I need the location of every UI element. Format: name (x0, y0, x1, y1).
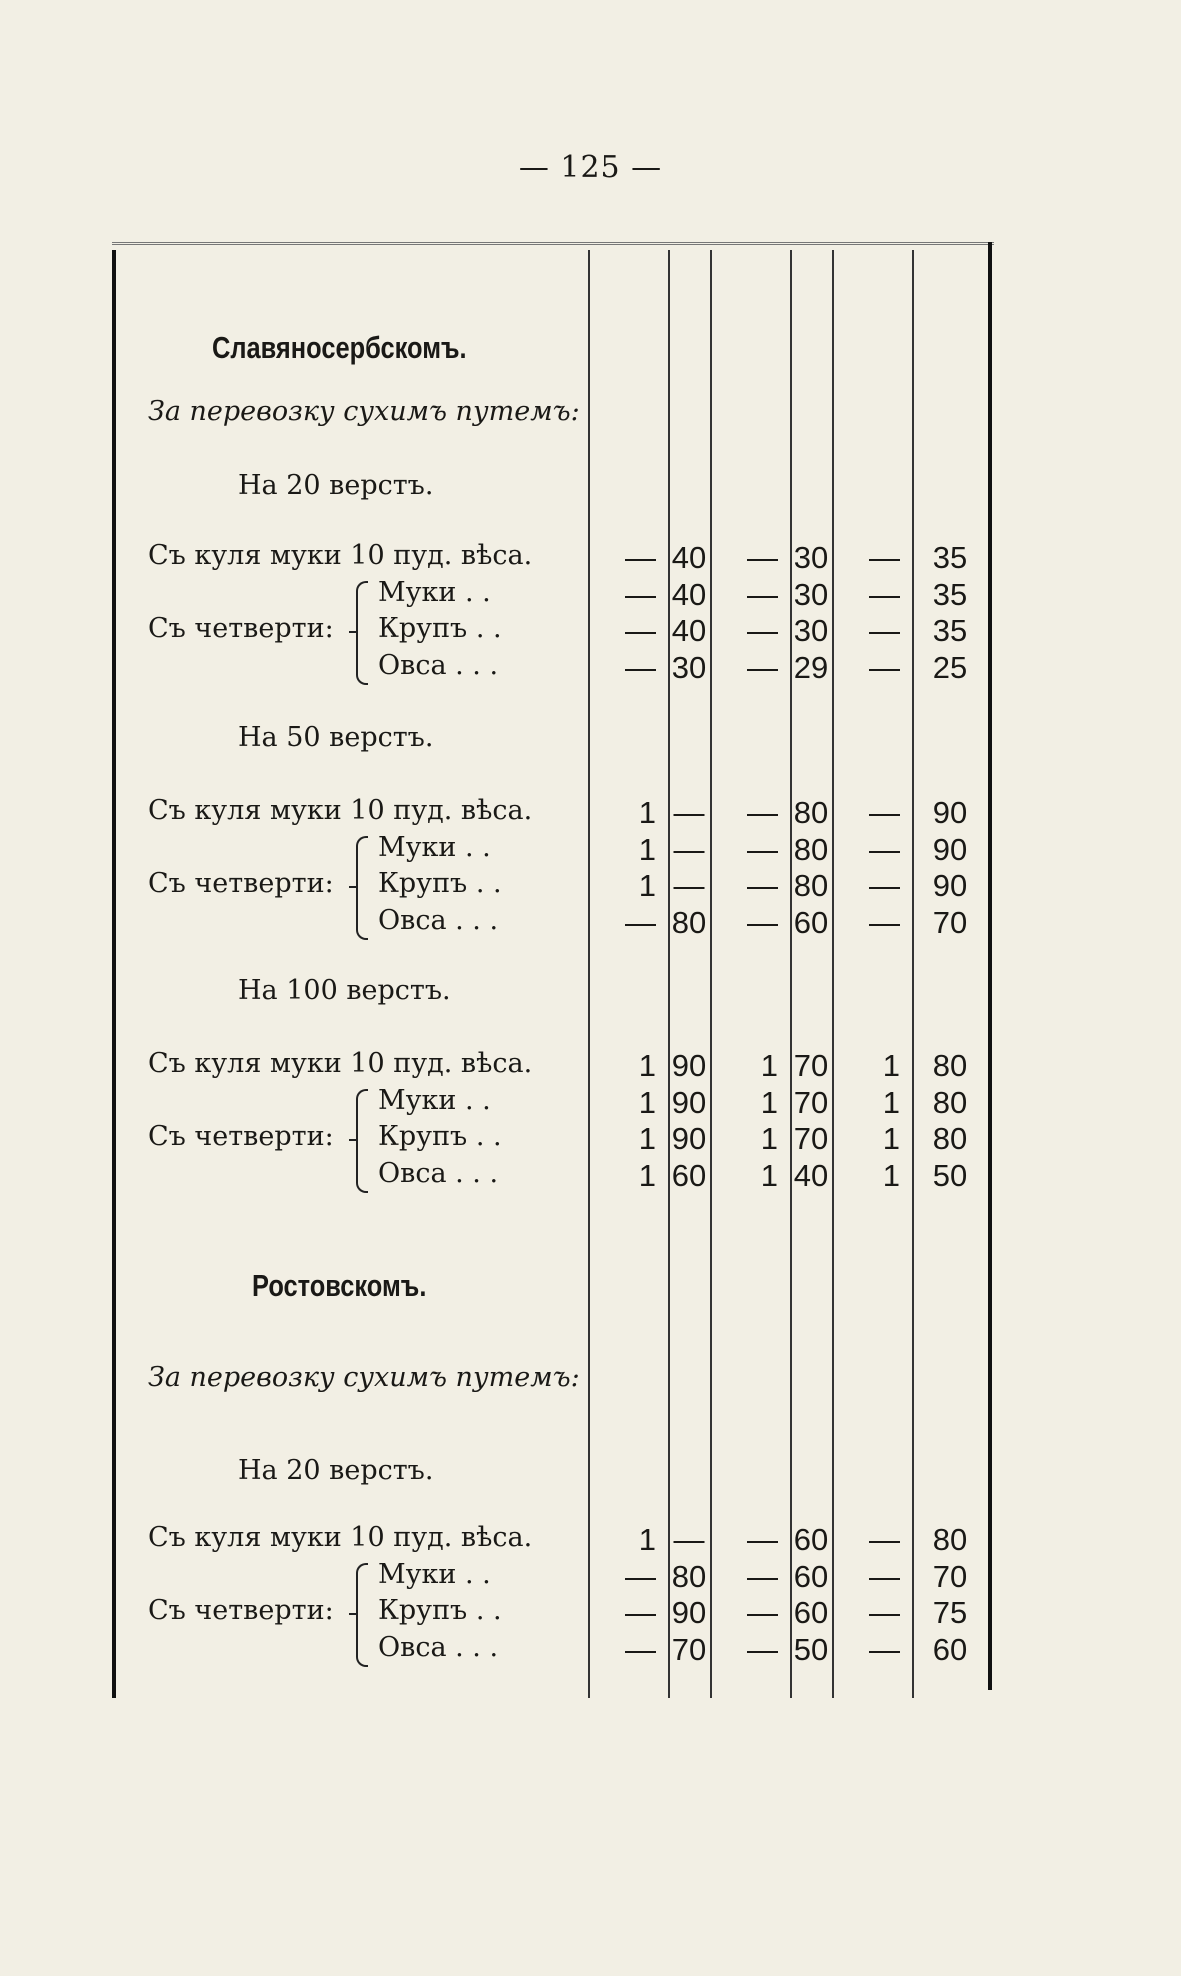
column-divider (588, 250, 590, 1698)
table-row (0, 1158, 1181, 1194)
table-row (0, 868, 1181, 904)
table-cell: — (747, 1595, 778, 1630)
table-cell: — (869, 576, 900, 612)
table-cell: — (747, 576, 778, 612)
brace-bracket (356, 836, 368, 940)
table-cell: 60 (793, 1522, 829, 1557)
section-title: Ростовскомъ. (252, 1268, 427, 1303)
table-cell: — (869, 1558, 900, 1594)
table-cell: 80 (671, 904, 707, 940)
table-cell: 35 (932, 540, 968, 575)
row-label: Съ куля муки 10 пуд. вѣса. (148, 540, 533, 571)
table-cell: 70 (671, 1631, 707, 1667)
table-cell: — (869, 649, 900, 685)
row-label: Съ куля муки 10 пуд. вѣса. (148, 795, 533, 826)
table-cell: 1 (638, 1157, 656, 1193)
table-cell: 35 (932, 576, 968, 612)
table-cell: — (625, 540, 656, 575)
brace-tip (349, 1139, 357, 1141)
table-cell: 80 (932, 1048, 968, 1083)
table-cell: — (625, 1558, 656, 1594)
table-cell: 60 (793, 1595, 829, 1630)
table-cell: 1 (882, 1084, 900, 1120)
table-cell: 90 (932, 868, 968, 903)
row-label: Крупъ . . (378, 613, 502, 644)
table-row (0, 905, 1181, 941)
table-cell: 1 (638, 868, 656, 903)
column-divider (832, 250, 834, 1698)
table-cell: 40 (793, 1157, 829, 1193)
row-group-label: Съ четверти: (148, 1121, 334, 1152)
table-cell: 80 (932, 1084, 968, 1120)
table-cell: 90 (932, 795, 968, 830)
brace-bracket (356, 1089, 368, 1193)
table-cell: 80 (932, 1522, 968, 1557)
row-label: Муки . . (378, 576, 491, 608)
table-cell: 80 (671, 1558, 707, 1594)
table-cell: — (673, 831, 705, 867)
table-cell: 1 (638, 831, 656, 867)
table-row (0, 1085, 1181, 1121)
table-cell: — (869, 904, 900, 940)
table-cell: — (869, 868, 900, 903)
table-cell: 1 (638, 795, 656, 830)
table-cell: 70 (793, 1084, 829, 1120)
table-cell: — (625, 649, 656, 685)
section-title: Славяносербскомъ. (212, 330, 467, 365)
distance-label: На 20 верстъ. (238, 470, 434, 501)
table-cell: — (625, 576, 656, 612)
table-cell: — (869, 831, 900, 867)
distance-label: На 20 верстъ. (238, 1455, 434, 1486)
table-cell: 1 (760, 1084, 778, 1120)
table-cell: 25 (932, 649, 968, 685)
row-label: Съ куля муки 10 пуд. вѣса. (148, 1522, 533, 1553)
row-label: Крупъ . . (378, 868, 502, 899)
table-cell: — (747, 1558, 778, 1594)
table-row (0, 1048, 1181, 1084)
table-cell: 1 (638, 1121, 656, 1156)
table-cell: — (673, 868, 705, 903)
table-row (0, 795, 1181, 831)
table-cell: 40 (671, 540, 707, 575)
table-cell: 70 (932, 904, 968, 940)
table-cell: — (747, 540, 778, 575)
table-cell: 40 (671, 613, 707, 648)
table-cell: 1 (638, 1522, 656, 1557)
table-cell: — (869, 795, 900, 830)
table-cell: 90 (671, 1121, 707, 1156)
row-label: Муки . . (378, 831, 491, 863)
table-cell: 60 (793, 1558, 829, 1594)
column-divider (912, 250, 914, 1698)
table-row (0, 1559, 1181, 1595)
row-group-label: Съ четверти: (148, 1595, 334, 1626)
row-label: Овса . . . (378, 1157, 499, 1189)
table-cell: 90 (671, 1595, 707, 1630)
row-label: Съ куля муки 10 пуд. вѣса. (148, 1048, 533, 1079)
section-subtitle: За перевозку сухимъ путемъ: (148, 1362, 580, 1393)
table-cell: 1 (882, 1157, 900, 1193)
table-cell: — (747, 868, 778, 903)
table-row (0, 577, 1181, 613)
table-cell: 80 (793, 868, 829, 903)
table-cell: 50 (932, 1157, 968, 1193)
table-cell: 90 (932, 831, 968, 867)
table-cell: 30 (793, 613, 829, 648)
table-cell: 75 (932, 1595, 968, 1630)
table-cell: 40 (671, 576, 707, 612)
table-cell: — (869, 540, 900, 575)
table-cell: — (747, 1522, 778, 1557)
table-cell: — (673, 1522, 705, 1557)
table-cell: — (625, 1631, 656, 1667)
table-cell: — (869, 1595, 900, 1630)
table-cell: 1 (760, 1157, 778, 1193)
row-label: Муки . . (378, 1558, 491, 1590)
row-label: Овса . . . (378, 1631, 499, 1663)
table-cell: — (747, 831, 778, 867)
table-cell: 1 (638, 1048, 656, 1083)
table-right-border (988, 242, 992, 1690)
table-row (0, 832, 1181, 868)
table-cell: 30 (793, 540, 829, 575)
table-row (0, 1595, 1181, 1631)
table-cell: 80 (793, 831, 829, 867)
table-cell: 1 (882, 1048, 900, 1083)
table-cell: 60 (932, 1631, 968, 1667)
table-cell: 90 (671, 1048, 707, 1083)
row-label: Муки . . (378, 1084, 491, 1116)
page-number: — 125 — (518, 150, 663, 185)
table-cell: 80 (932, 1121, 968, 1156)
table-cell: — (747, 1631, 778, 1667)
table-cell: — (747, 649, 778, 685)
table-cell: 30 (671, 649, 707, 685)
table-cell: — (625, 613, 656, 648)
table-cell: 35 (932, 613, 968, 648)
table-cell: 80 (793, 795, 829, 830)
table-row (0, 650, 1181, 686)
table-cell: — (625, 1595, 656, 1630)
table-cell: 60 (671, 1157, 707, 1193)
brace-tip (349, 631, 357, 633)
row-label: Овса . . . (378, 649, 499, 681)
row-label: Овса . . . (378, 904, 499, 936)
table-cell: — (625, 904, 656, 940)
column-divider (668, 250, 670, 1698)
table-cell: 29 (793, 649, 829, 685)
row-label: Крупъ . . (378, 1595, 502, 1626)
distance-label: На 50 верстъ. (238, 722, 434, 753)
table-cell: — (747, 795, 778, 830)
table-cell: 60 (793, 904, 829, 940)
table-cell: 70 (932, 1558, 968, 1594)
section-subtitle: За перевозку сухимъ путемъ: (148, 396, 580, 427)
table-cell: 1 (638, 1084, 656, 1120)
brace-bracket (356, 581, 368, 685)
table-cell: — (869, 1631, 900, 1667)
column-divider (710, 250, 712, 1698)
brace-bracket (356, 1563, 368, 1667)
table-cell: 1 (882, 1121, 900, 1156)
table-cell: — (673, 795, 705, 830)
table-cell: — (869, 613, 900, 648)
table-cell: 1 (760, 1048, 778, 1083)
row-label: Крупъ . . (378, 1121, 502, 1152)
table-cell: 90 (671, 1084, 707, 1120)
column-divider (790, 250, 792, 1698)
table-cell: 70 (793, 1048, 829, 1083)
brace-tip (349, 1613, 357, 1615)
table-row (0, 1522, 1181, 1558)
table-row (0, 540, 1181, 576)
table-cell: 70 (793, 1121, 829, 1156)
distance-label: На 100 верстъ. (238, 975, 451, 1006)
table-left-border (112, 250, 116, 1698)
table-row (0, 1632, 1181, 1668)
table-cell: 1 (760, 1121, 778, 1156)
brace-tip (349, 886, 357, 888)
table-cell: — (747, 613, 778, 648)
row-group-label: Съ четверти: (148, 613, 334, 644)
table-row (0, 613, 1181, 649)
table-cell: — (747, 904, 778, 940)
table-cell: — (869, 1522, 900, 1557)
table-cell: 30 (793, 576, 829, 612)
table-cell: 50 (793, 1631, 829, 1667)
row-group-label: Съ четверти: (148, 868, 334, 899)
table-row (0, 1121, 1181, 1157)
